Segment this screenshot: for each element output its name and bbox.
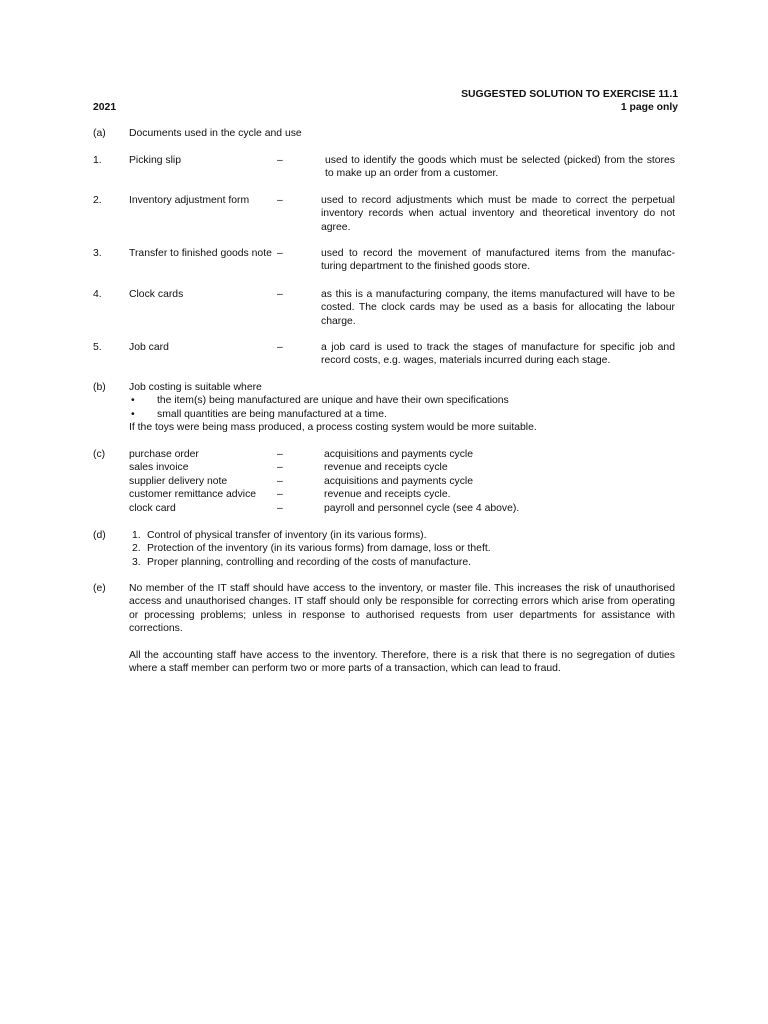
section-e-paragraph-2: All the accounting staff have access to the inventory. Therefore, there is a risk that there is no segregation of duties where a staff member can perform two or more parts of a transaction, which can lead to fraud. xyxy=(129,650,675,675)
section-e-paragraph-1: No member of the IT staff should have access to the inventory, or master file. This increases the risk of unauthorised access and unauthorised changes. IT staff should only be responsible for correcting errors which arise from operating or processing problems; unless in response to authorised requests from user departments for assistance with corrections. xyxy=(129,583,675,635)
bullet-icon: • xyxy=(131,408,135,420)
dash: – xyxy=(277,342,283,353)
item-number: 4. xyxy=(93,289,102,300)
section-d-list xyxy=(129,529,675,569)
document-name: Clock cards xyxy=(129,289,184,300)
dash: – xyxy=(277,155,283,166)
dash: – xyxy=(277,248,283,259)
table-row: supplier delivery note – acquisitions and payments cycle xyxy=(129,475,474,487)
document-cycle-table xyxy=(129,448,675,515)
list-item: 1. Control of physical transfer of inventory (in its various forms). xyxy=(132,530,427,541)
section-a-title: Documents used in the cycle and use xyxy=(129,128,302,139)
document-name: Picking slip xyxy=(129,155,181,166)
document-description: used to record the movement of manufactured items from the manufac-turing department to the finished goods store. xyxy=(321,248,675,273)
document-name: Job card xyxy=(129,342,169,353)
table-row: customer remittance advice – revenue and receipts cycle. xyxy=(129,489,451,501)
section-b-body xyxy=(129,381,675,435)
section-d-label: (d) xyxy=(93,530,106,541)
bullet-icon: • xyxy=(131,395,135,407)
document-name: Inventory adjustment form xyxy=(129,195,250,206)
item-number: 5. xyxy=(93,342,102,353)
document-description: used to record adjustments which must be made to correct the perpetual inventory records when actual inventory and theoretical inventory do not agree. xyxy=(321,195,675,233)
document-name: Transfer to finished goods note xyxy=(129,248,272,259)
list-item: 3. Proper planning, controlling and recording of the costs of manufacture. xyxy=(132,556,472,568)
document-title: SUGGESTED SOLUTION TO EXERCISE 11.1 xyxy=(461,89,678,100)
item-number: 2. xyxy=(93,195,102,206)
item-number: 3. xyxy=(93,248,102,259)
dash: – xyxy=(277,289,283,300)
document-description: used to identify the goods which must be selected (picked) from the stores to make up an order from a customer. xyxy=(325,155,675,180)
table-row: purchase order – acquisitions and payments cycle xyxy=(129,449,474,460)
section-a-label: (a) xyxy=(93,128,106,139)
dash: – xyxy=(277,195,283,206)
document-description: as this is a manufacturing company, the items manufactured will have to be costed. The clock cards may be used as a basis for allocating the labour charge. xyxy=(321,289,675,327)
section-e-label: (e) xyxy=(93,583,106,594)
table-row: clock card – payroll and personnel cycle (see 4 above). xyxy=(129,502,520,514)
section-e-body xyxy=(129,582,675,676)
document-description: a job card is used to track the stages of manufacture for specific job and record costs, e.g. wages, materials incurred during each stage. xyxy=(321,342,675,367)
list-item: 2. Protection of the inventory (in its various forms) from damage, loss or theft. xyxy=(132,543,491,555)
bullet-item: • the item(s) being manufactured are unique and have their own specifications xyxy=(131,395,509,407)
section-b-intro: Job costing is suitable where xyxy=(129,382,262,393)
section-b-closing: If the toys were being mass produced, a process costing system would be more suitable. xyxy=(129,422,537,434)
section-c-label: (c) xyxy=(93,449,106,460)
page-count-note: 1 page only xyxy=(620,102,678,113)
bullet-item: • small quantities are being manufactured at a time. xyxy=(131,408,387,420)
table-row: sales invoice – revenue and receipts cycle xyxy=(129,462,448,474)
section-b-label: (b) xyxy=(93,382,106,393)
document-year: 2021 xyxy=(93,102,117,113)
item-number: 1. xyxy=(93,155,102,166)
